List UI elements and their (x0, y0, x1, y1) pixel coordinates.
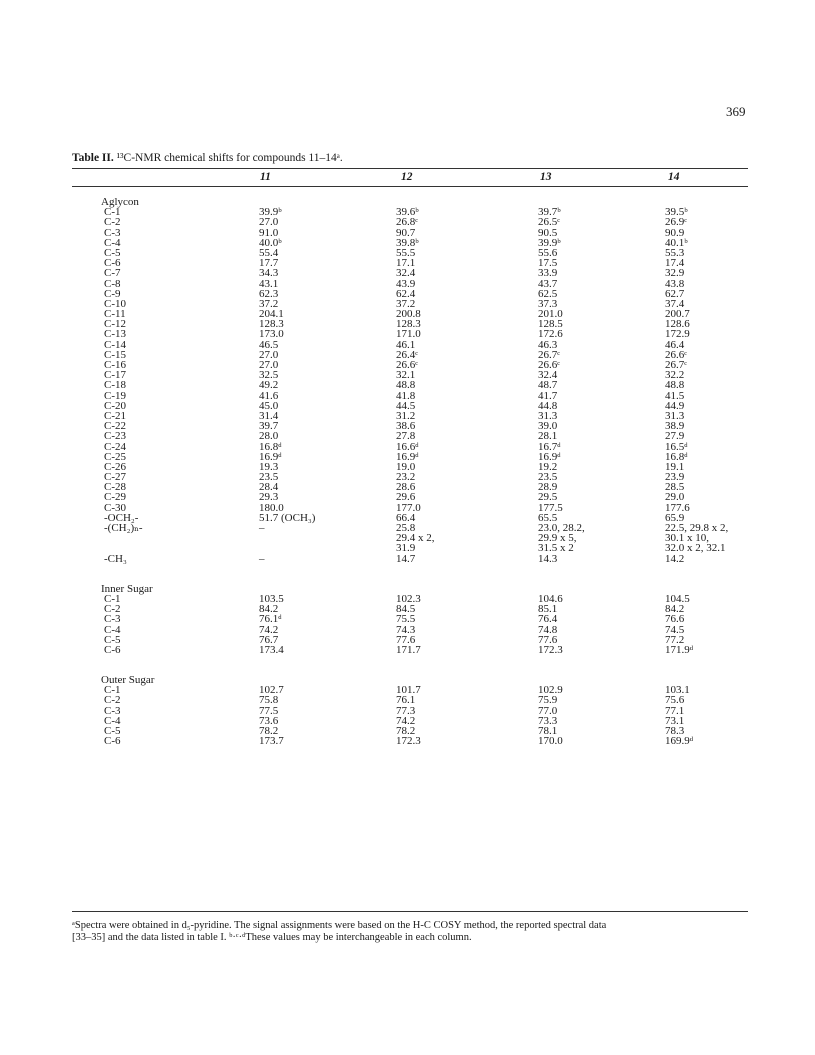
cell-compound-12: 77.3 (396, 704, 416, 717)
column-header-11: 11 (260, 171, 271, 183)
cell-compound-13: 65.5 (538, 511, 558, 524)
row-label: C-28 (104, 481, 126, 494)
row-label: C-18 (104, 379, 126, 392)
cell-compound-12: 37.2 (396, 297, 416, 310)
table-row (0, 554, 815, 564)
cell-compound-11: 173.0 (259, 328, 284, 341)
cell-compound-11: 76.1ᵈ (259, 613, 282, 626)
table-spacer (0, 564, 815, 584)
cell-compound-11: 39.9ᵇ (259, 206, 282, 219)
cell-compound-14: 55.3 (665, 246, 685, 259)
cell-compound-14: 17.4 (665, 257, 685, 270)
cell-compound-12: 26.4ᶜ (396, 348, 419, 361)
cell-compound-13: 46.3 (538, 338, 558, 351)
cell-compound-12: 23.2 (396, 471, 416, 484)
cell-compound-13: 43.7 (538, 277, 558, 290)
cell-compound-12: 32.1 (396, 369, 416, 382)
cell-compound-11: 51.7 (OCH₃) (259, 511, 316, 524)
cell-compound-12: 27.8 (396, 430, 416, 443)
cell-compound-14: 65.9 (665, 511, 685, 524)
row-label: C-5 (104, 633, 121, 646)
cell-compound-14: 26.7ᶜ (665, 359, 688, 371)
cell-compound-13: 48.7 (538, 379, 558, 392)
cell-compound-12: 39.8ᵇ (396, 236, 419, 249)
row-label: C-12 (104, 318, 126, 331)
cell-compound-12: 26.6ᶜ (396, 359, 419, 371)
table-row (0, 268, 815, 278)
cell-compound-12: 38.6 (396, 420, 416, 433)
row-label: C-4 (104, 714, 121, 727)
cell-compound-12: 62.4 (396, 287, 416, 300)
cell-compound-13: 90.5 (538, 226, 558, 239)
cell-compound-14: 171.9ᵈ (665, 643, 694, 656)
column-header-12: 12 (401, 171, 413, 183)
cell-compound-11: – (259, 522, 265, 534)
cell-compound-11: 28.0 (259, 430, 279, 443)
row-label: C-11 (104, 308, 126, 321)
cell-compound-13: 172.6 (538, 328, 563, 341)
cell-compound-13: 28.9 (538, 481, 558, 494)
row-label: C-6 (104, 735, 121, 748)
cell-compound-13: 28.1 (538, 430, 558, 443)
cell-compound-13: 19.2 (538, 460, 558, 473)
cell-compound-13: 39.7ᵇ (538, 206, 561, 219)
cell-compound-14: 16.8ᵈ (665, 450, 688, 463)
cell-compound-13: 16.9ᵈ (538, 450, 561, 463)
cell-compound-13: 78.1 (538, 725, 558, 737)
cell-compound-13: 55.6 (538, 246, 558, 259)
cell-compound-13: 26.5ᶜ (538, 216, 561, 229)
cell-compound-14: 32.2 (665, 369, 685, 382)
cell-compound-11: 19.3 (259, 460, 279, 473)
cell-compound-13: 23.5 (538, 471, 558, 484)
table-row (0, 736, 815, 746)
row-label: C-14 (104, 338, 126, 351)
cell-compound-11: – (259, 552, 265, 565)
cell-compound-14: 84.2 (665, 603, 685, 616)
cell-compound-12: 76.1 (396, 694, 416, 707)
cell-compound-12: 28.6 (396, 481, 416, 494)
row-label: -CH₃ (104, 552, 127, 565)
cell-compound-11: 32.5 (259, 369, 279, 382)
cell-compound-12: 16.9ᵈ (396, 450, 419, 463)
cell-compound-14: 44.9 (665, 399, 685, 412)
cell-compound-14: 16.5ᵈ (665, 440, 688, 453)
cell-compound-13: 201.0 (538, 308, 563, 321)
row-label: C-10 (104, 297, 126, 310)
section-heading: Aglycon (101, 196, 139, 208)
cell-compound-13: 62.5 (538, 287, 558, 300)
cell-compound-11: 78.2 (259, 725, 279, 737)
cell-compound-11: 84.2 (259, 603, 279, 616)
cell-compound-14: 38.9 (665, 420, 685, 433)
cell-compound-14: 14.2 (665, 552, 685, 565)
row-label: C-20 (104, 399, 126, 412)
cell-compound-14: 172.9 (665, 328, 690, 341)
cell-compound-11: 180.0 (259, 501, 284, 514)
cell-compound-11: 55.4 (259, 246, 279, 259)
cell-compound-14: 74.5 (665, 623, 685, 636)
cell-compound-12: 55.5 (396, 246, 416, 259)
table-top-rule (72, 168, 748, 169)
cell-compound-12: 26.8ᶜ (396, 216, 419, 229)
cell-compound-14: 77.2 (665, 633, 685, 646)
cell-compound-12: 128.3 (396, 318, 421, 331)
cell-compound-13: 76.4 (538, 613, 558, 626)
cell-compound-14: 103.1 (665, 684, 690, 697)
row-label: -(CH₂)ₙ- (104, 522, 143, 534)
cell-compound-11: 27.0 (259, 348, 279, 361)
cell-compound-14: 200.7 (665, 308, 690, 321)
row-label: -OCH₂- (104, 511, 139, 524)
table-header-rule (72, 186, 748, 187)
cell-compound-14: 19.1 (665, 460, 685, 473)
cell-compound-11: 76.7 (259, 633, 279, 646)
cell-compound-11: 128.3 (259, 318, 284, 331)
cell-compound-13: 16.7ᵈ (538, 440, 561, 453)
cell-compound-14: 78.3 (665, 725, 685, 737)
cell-compound-11: 75.8 (259, 694, 279, 707)
cell-compound-12: 14.7 (396, 552, 416, 565)
row-label: C-9 (104, 287, 121, 300)
cell-compound-13: 33.9 (538, 267, 558, 280)
cell-compound-14: 30.1 x 10, (665, 532, 709, 545)
row-label: C-2 (104, 216, 121, 229)
cell-compound-13: 23.0, 28.2, (538, 522, 585, 534)
cell-compound-11: 34.3 (259, 267, 279, 280)
cell-compound-11: 173.7 (259, 735, 284, 748)
cell-compound-12: 74.2 (396, 714, 416, 727)
row-label: C-27 (104, 471, 126, 484)
cell-compound-13: 32.4 (538, 369, 558, 382)
cell-compound-14: 23.9 (665, 471, 685, 484)
cell-compound-12: 77.6 (396, 633, 416, 646)
cell-compound-14: 169.9ᵈ (665, 735, 694, 748)
cell-compound-12: 41.8 (396, 389, 416, 402)
row-label: C-17 (104, 369, 126, 382)
cell-compound-14: 43.8 (665, 277, 685, 290)
table-row (0, 614, 815, 624)
cell-compound-12: 75.5 (396, 613, 416, 626)
column-header-13: 13 (540, 171, 552, 183)
cell-compound-14: 37.4 (665, 297, 685, 310)
row-label: C-2 (104, 694, 121, 707)
row-label: C-16 (104, 359, 126, 371)
cell-compound-12: 177.0 (396, 501, 421, 514)
cell-compound-14: 22.5, 29.8 x 2, (665, 522, 729, 534)
row-label: C-2 (104, 603, 121, 616)
cell-compound-13: 74.8 (538, 623, 558, 636)
cell-compound-12: 31.2 (396, 409, 416, 422)
row-label: C-23 (104, 430, 126, 443)
cell-compound-13: 172.3 (538, 643, 563, 656)
cell-compound-11: 39.7 (259, 420, 279, 433)
cell-compound-13: 41.7 (538, 389, 558, 402)
cell-compound-12: 171.7 (396, 643, 421, 656)
page-number: 369 (726, 104, 746, 119)
cell-compound-12: 25.8 (396, 522, 416, 534)
row-label: C-1 (104, 684, 121, 697)
table-caption (72, 152, 343, 164)
cell-compound-13: 14.3 (538, 552, 558, 565)
cell-compound-14: 27.9 (665, 430, 685, 443)
cell-compound-11: 46.5 (259, 338, 279, 351)
table-footnote (72, 920, 762, 944)
cell-compound-12: 66.4 (396, 511, 416, 524)
cell-compound-13: 31.3 (538, 409, 558, 422)
cell-compound-11: 45.0 (259, 399, 279, 412)
row-label: C-13 (104, 328, 126, 341)
row-label: C-5 (104, 725, 121, 737)
cell-compound-11: 31.4 (259, 409, 279, 422)
cell-compound-13: 75.9 (538, 694, 558, 707)
cell-compound-11: 17.7 (259, 257, 279, 270)
row-label: C-30 (104, 501, 126, 514)
table-row (0, 645, 815, 655)
cell-compound-11: 62.3 (259, 287, 279, 300)
cell-compound-11: 23.5 (259, 471, 279, 484)
cell-compound-11: 43.1 (259, 277, 279, 290)
row-label: C-19 (104, 389, 126, 402)
row-label: C-1 (104, 206, 121, 219)
row-label: C-5 (104, 246, 121, 259)
cell-compound-11: 204.1 (259, 308, 284, 321)
cell-compound-13: 77.6 (538, 633, 558, 646)
cell-compound-12: 78.2 (396, 725, 416, 737)
cell-compound-13: 73.3 (538, 714, 558, 727)
cell-compound-12: 172.3 (396, 735, 421, 748)
cell-compound-11: 16.9ᵈ (259, 450, 282, 463)
cell-compound-13: 128.5 (538, 318, 563, 331)
cell-compound-12: 39.6ᵇ (396, 206, 419, 219)
cell-compound-13: 77.0 (538, 704, 558, 717)
cell-compound-14: 62.7 (665, 287, 685, 300)
cell-compound-11: 74.2 (259, 623, 279, 636)
cell-compound-12: 19.0 (396, 460, 416, 473)
row-label: C-8 (104, 277, 121, 290)
column-header-14: 14 (668, 171, 680, 183)
cell-compound-14: 29.0 (665, 491, 685, 504)
cell-compound-14: 46.4 (665, 338, 685, 351)
table-spacer (0, 655, 815, 675)
cell-compound-14: 177.6 (665, 501, 690, 514)
cell-compound-12: 84.5 (396, 603, 416, 616)
footnote-line-1: ᵃSpectra were obtained in d₅-pyridine. The signal assignments were based on the H-C COSY method, the reported spectral data (72, 920, 607, 931)
row-label: C-3 (104, 704, 121, 717)
cell-compound-11: 77.5 (259, 704, 279, 717)
cell-compound-12: 90.7 (396, 226, 416, 239)
row-label: C-25 (104, 450, 126, 463)
cell-compound-13: 37.3 (538, 297, 558, 310)
cell-compound-13: 29.5 (538, 491, 558, 504)
cell-compound-11: 49.2 (259, 379, 279, 392)
row-label: C-3 (104, 226, 121, 239)
cell-compound-11: 73.6 (259, 714, 279, 727)
cell-compound-14: 28.5 (665, 481, 685, 494)
cell-compound-12: 101.7 (396, 684, 421, 697)
cell-compound-12: 16.6ᵈ (396, 440, 419, 453)
cell-compound-11: 28.4 (259, 481, 279, 494)
cell-compound-13: 31.5 x 2 (538, 542, 574, 555)
cell-compound-14: 41.5 (665, 389, 685, 402)
cell-compound-12: 48.8 (396, 379, 416, 392)
cell-compound-13: 26.6ᶜ (538, 359, 561, 371)
cell-compound-11: 29.3 (259, 491, 279, 504)
cell-compound-13: 104.6 (538, 592, 563, 605)
table-body (0, 197, 815, 746)
row-label: C-6 (104, 643, 121, 656)
cell-compound-14: 39.5ᵇ (665, 206, 688, 219)
cell-compound-13: 26.7ᶜ (538, 348, 561, 361)
row-label: C-21 (104, 409, 126, 422)
cell-compound-12: 171.0 (396, 328, 421, 341)
cell-compound-11: 91.0 (259, 226, 279, 239)
cell-compound-12: 43.9 (396, 277, 416, 290)
cell-compound-14: 73.1 (665, 714, 685, 727)
section-heading: Outer Sugar (101, 674, 155, 687)
cell-compound-11: 27.0 (259, 216, 279, 229)
row-label: C-22 (104, 420, 126, 433)
cell-compound-12: 29.6 (396, 491, 416, 504)
cell-compound-13: 177.5 (538, 501, 563, 514)
cell-compound-12: 17.1 (396, 257, 416, 270)
cell-compound-13: 85.1 (538, 603, 558, 616)
cell-compound-12: 200.8 (396, 308, 421, 321)
table-row (0, 431, 815, 441)
row-label: C-1 (104, 592, 121, 605)
footnote-line-2: [33–35] and the data listed in table I. ᵇ·ᶜ·ᵈThese values may be interchangeable in each column. (72, 932, 472, 943)
cell-compound-14: 32.9 (665, 267, 685, 280)
cell-compound-11: 41.6 (259, 389, 279, 402)
cell-compound-11: 16.8ᵈ (259, 440, 282, 453)
row-label: C-3 (104, 613, 121, 626)
cell-compound-14: 26.9ᶜ (665, 216, 688, 229)
cell-compound-11: 103.5 (259, 592, 284, 605)
cell-compound-12: 74.3 (396, 623, 416, 636)
row-label: C-15 (104, 348, 126, 361)
cell-compound-14: 76.6 (665, 613, 685, 626)
cell-compound-13: 170.0 (538, 735, 563, 748)
cell-compound-12: 46.1 (396, 338, 416, 351)
cell-compound-12: 31.9 (396, 542, 416, 555)
cell-compound-13: 44.8 (538, 399, 558, 412)
cell-compound-13: 102.9 (538, 684, 563, 697)
cell-compound-12: 32.4 (396, 267, 416, 280)
cell-compound-11: 40.0ᵇ (259, 236, 282, 249)
cell-compound-14: 31.3 (665, 409, 685, 422)
row-label: C-4 (104, 623, 121, 636)
row-label: C-6 (104, 257, 121, 270)
table-bottom-rule (72, 911, 748, 912)
cell-compound-11: 173.4 (259, 643, 284, 656)
cell-compound-14: 90.9 (665, 226, 685, 239)
cell-compound-12: 29.4 x 2, (396, 532, 435, 545)
cell-compound-14: 128.6 (665, 318, 690, 331)
row-label: C-7 (104, 267, 121, 280)
row-label: C-4 (104, 236, 121, 249)
cell-compound-14: 77.1 (665, 704, 685, 717)
row-label: C-29 (104, 491, 126, 504)
cell-compound-13: 17.5 (538, 257, 558, 270)
cell-compound-12: 44.5 (396, 399, 416, 412)
cell-compound-14: 48.8 (665, 379, 685, 392)
cell-compound-13: 29.9 x 5, (538, 532, 577, 545)
row-label: C-24 (104, 440, 126, 453)
row-label: C-26 (104, 460, 126, 473)
cell-compound-14: 75.6 (665, 694, 685, 707)
table-caption-label: Table II. (72, 152, 114, 164)
section-heading: Inner Sugar (101, 582, 153, 595)
cell-compound-14: 32.0 x 2, 32.1 (665, 542, 726, 555)
cell-compound-13: 39.0 (538, 420, 558, 433)
cell-compound-11: 37.2 (259, 297, 279, 310)
table-caption-text: ¹³C-NMR chemical shifts for compounds 11–14ᵃ. (113, 152, 343, 164)
cell-compound-14: 26.6ᶜ (665, 348, 688, 361)
cell-compound-14: 40.1ᵇ (665, 236, 688, 249)
cell-compound-11: 102.7 (259, 684, 284, 697)
cell-compound-13: 39.9ᵇ (538, 236, 561, 249)
cell-compound-14: 104.5 (665, 592, 690, 605)
cell-compound-12: 102.3 (396, 592, 421, 605)
cell-compound-11: 27.0 (259, 359, 279, 371)
